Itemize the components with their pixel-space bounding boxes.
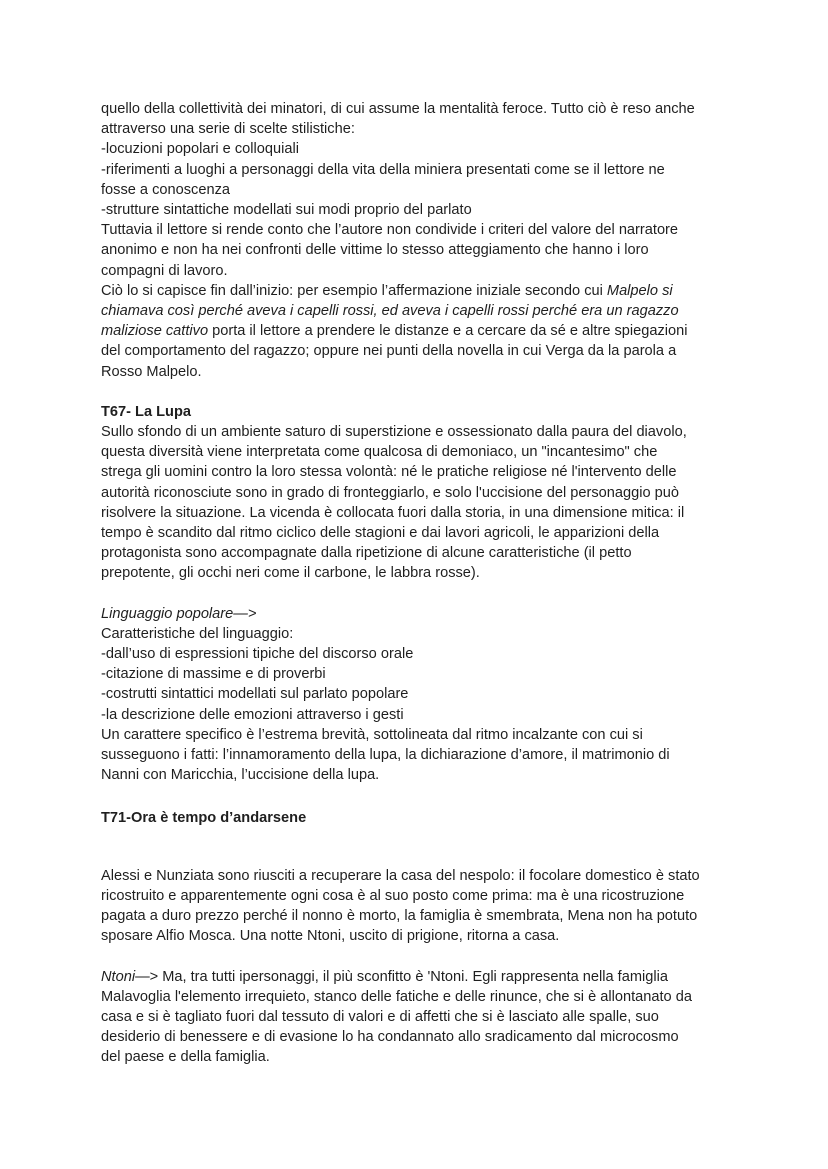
list-item: -costrutti sintattici modellati sul parlato popolare	[101, 686, 409, 703]
andarsene-paragraph	[101, 866, 741, 947]
subheading-linguaggio-popolare	[101, 604, 741, 624]
document-page	[101, 99, 741, 1068]
italic-quote: maliziose cattivo	[101, 323, 209, 340]
section-heading-ora-e-tempo: T71-Ora è tempo d’andarsene	[101, 809, 307, 826]
list-item: -citazione di massime e di proverbi	[101, 666, 326, 683]
text-line: pagata a duro prezzo perché il nonno è morto, la famiglia è smembrata, Mena non ha potuto	[101, 908, 698, 925]
text-run: porta il lettore a prendere le distanze e a cercare da sé e altre spiegazioni	[208, 323, 688, 340]
list-item-continuation: fosse a conoscenza	[101, 181, 230, 198]
text-line: attraverso una serie di scelte stilistiche:	[101, 121, 355, 138]
text-line: risolvere la situazione. La vicenda è collocata fuori dalla storia, in una dimensione mitica: il	[101, 504, 685, 521]
text-run: Ciò lo si capisce fin dall’inizio: per esempio l’affermazione iniziale secondo cui	[101, 282, 607, 299]
malpelo-paragraph-2	[101, 281, 741, 382]
text-line: Caratteristiche del linguaggio:	[101, 625, 294, 642]
text-line: del comportamento del ragazzo; oppure nei punti della novella in cui Verga da la parola a	[101, 343, 677, 360]
text-line: Un carattere specifico è l’estrema brevità, sottolineata dal ritmo incalzante con cui si	[101, 726, 643, 743]
linguaggio-paragraph	[101, 624, 741, 786]
text-line	[101, 281, 741, 301]
text-line: quello della collettività dei minatori, di cui assume la mentalità feroce. Tutto ciò è reso anche	[101, 101, 695, 117]
text-line: prepotente, gli occhi neri come il carbone, le labbra rosse).	[101, 565, 480, 582]
text-line: Tuttavia il lettore si rende conto che l’autore non condivide i criteri del valore del narratore	[101, 222, 679, 239]
text-line: Alessi e Nunziata sono riusciti a recuperare la casa del nespolo: il focolare domestico è stato	[101, 867, 700, 884]
list-item: -riferimenti a luoghi a personaggi della vita della miniera presentati come se il lettore ne	[101, 161, 665, 178]
ntoni-label: Ntoni	[101, 968, 136, 985]
text-line: questa diversità viene interpretata come qualcosa di demoniaco, un "incantesimo" che	[101, 444, 658, 461]
text-line: tempo è scandito dal ritmo ciclico delle stagioni e dai lavori agricoli, le apparizioni della	[101, 525, 660, 542]
italic-quote: chiamava così perché aveva i capelli rossi, ed aveva i capelli rossi perché era un ragazzo	[101, 303, 679, 320]
text-line	[101, 321, 741, 341]
text-line: anonimo e non ha nei confronti delle vittime lo stesso atteggiamento che hanno i loro	[101, 242, 649, 259]
italic-quote: Malpelo si	[606, 282, 673, 299]
section-heading-la-lupa: T67- La Lupa	[101, 403, 192, 420]
la-lupa-paragraph	[101, 422, 741, 584]
text-line: Malavoglia l'elemento irrequieto, stanco delle fatiche e delle rinunce, che si è allontanato da	[101, 988, 692, 1005]
text-line: desiderio di benessere e di evasione lo ha condannato allo sradicamento dal microcosmo	[101, 1029, 679, 1046]
list-item: -strutture sintattiche modellati sui modi proprio del parlato	[101, 202, 472, 219]
text-line: casa e si è tagliato fuori dal tessuto di valori e di affetti che si è lasciato alle spalle, suo	[101, 1008, 659, 1025]
list-item: -la descrizione delle emozioni attraverso i gesti	[101, 706, 404, 723]
text-line: protagonista sono accompagnate dalla ripetizione di alcune caratteristiche (il petto	[101, 545, 632, 562]
subheading-text: Linguaggio popolare—>	[101, 605, 257, 622]
list-item: -dall’uso di espressioni tipiche del discorso orale	[101, 646, 414, 663]
text-line: strega gli uomini contro la loro stessa volontà: né le pratiche religiose né l'intervento delle	[101, 464, 677, 481]
text-line: Nanni con Maricchia, l’uccisione della lupa.	[101, 767, 380, 784]
text-line: Rosso Malpelo.	[101, 363, 202, 380]
ntoni-paragraph	[101, 967, 741, 1068]
text-line: compagni di lavoro.	[101, 262, 228, 279]
text-line: ricostruito e apparentemente ogni cosa è al suo posto come prima: ma è una ricostruzione	[101, 887, 685, 904]
text-line: autorità riconosciute sono in grado di fronteggiarlo, e solo l'uccisione del personaggio può	[101, 484, 679, 501]
text-line: susseguono i fatti: l’innamoramento della lupa, la dichiarazione d’amore, il matrimonio di	[101, 747, 670, 764]
text-line: Sullo sfondo di un ambiente saturo di superstizione e ossessionato dalla paura del diavolo,	[101, 424, 687, 441]
text-line: del paese e della famiglia.	[101, 1049, 270, 1066]
text-line	[101, 967, 741, 987]
text-line: sposare Alfio Mosca. Una notte Ntoni, uscito di prigione, ritorna a casa.	[101, 928, 560, 945]
text-run: —> Ma, tra tutti ipersonaggi, il più sconfitto è 'Ntoni. Egli rappresenta nella famiglia	[135, 968, 668, 985]
list-item: -locuzioni popolari e colloquiali	[101, 141, 299, 158]
text-line	[101, 301, 741, 321]
malpelo-paragraph-1	[101, 99, 741, 281]
